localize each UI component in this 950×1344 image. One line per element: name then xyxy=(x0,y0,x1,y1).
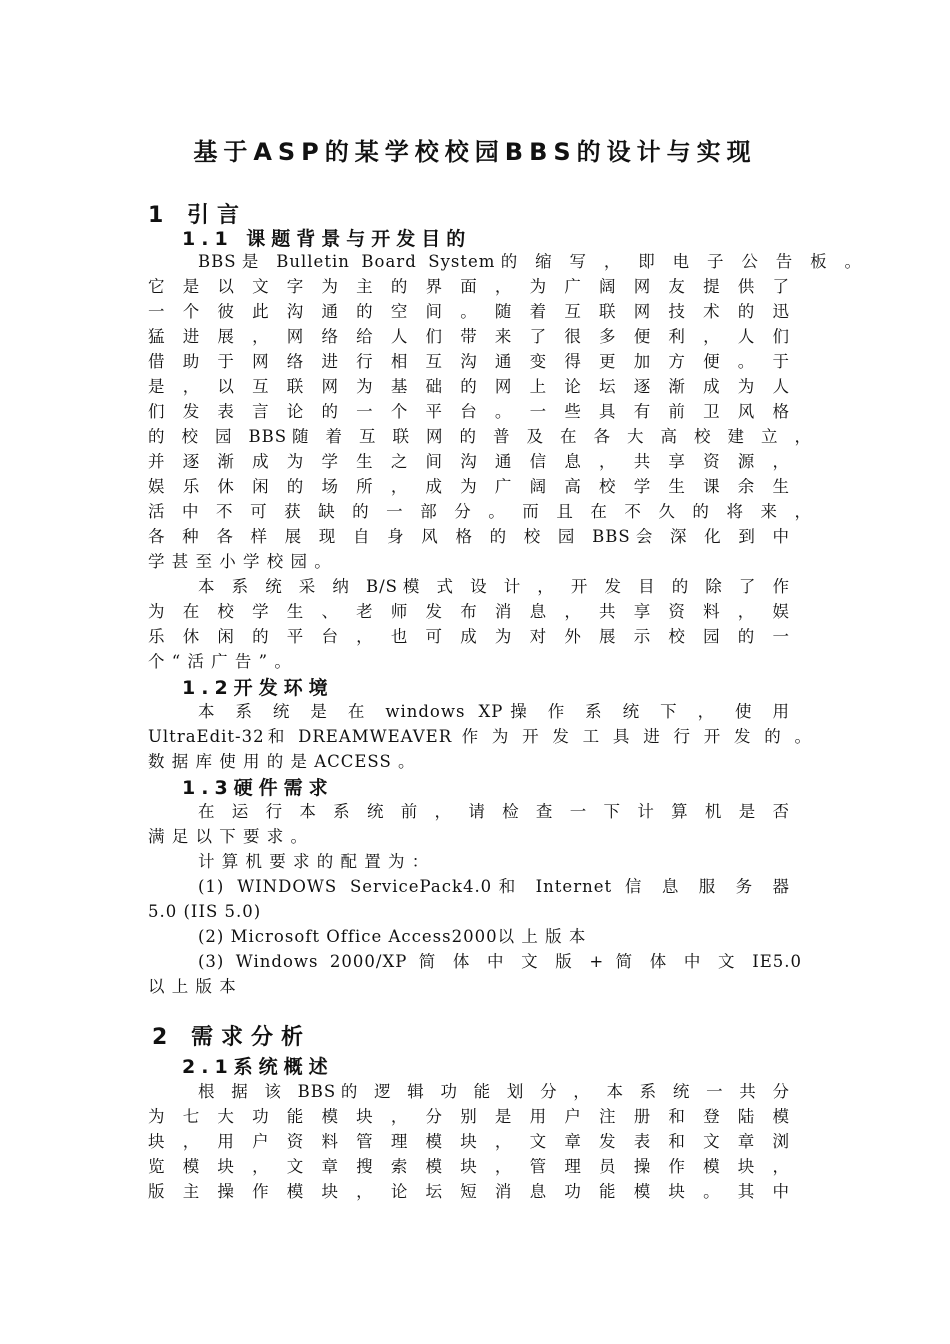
paragraph-line: 一 个 彼 此 沟 通 的 空 间 。 随 着 互 联 网 技 术 的 迅 xyxy=(148,302,790,321)
paragraph-line: 乐 休 闲 的 平 台 ， 也 可 成 为 对 外 展 示 校 园 的 一 xyxy=(148,627,790,646)
section-1-1-heading: 1.1 课题背景与开发目的 xyxy=(182,228,472,250)
paragraph-line: 各 种 各 样 展 现 自 身 风 格 的 校 园 BBS会 深 化 到 中 xyxy=(148,527,790,546)
paragraph-line: 个 “ 活 广 告 ” 。 xyxy=(148,652,292,671)
requirement-item-1-cont: 5.0 (IIS 5.0) xyxy=(148,902,262,921)
requirement-item-1: (1) WINDOWS ServicePack4.0和 Internet 信 息 服 务 器 xyxy=(198,877,790,896)
config-intro: 计 算 机 要 求 的 配 置 为 ： xyxy=(198,852,430,871)
paragraph-line: 娱 乐 休 闲 的 场 所 ， 成 为 广 阔 高 校 学 生 课 余 生 xyxy=(148,477,790,496)
requirement-item-3: (3) Windows 2000/XP 简 体 中 文 版 + 简 体 中 文 IE5.0 xyxy=(198,952,802,971)
section-1-3-heading: 1.3硬件需求 xyxy=(182,777,334,799)
paragraph-line: BBS是 Bulletin Board System的 缩 写 ， 即 电 子 公 告 板 。 xyxy=(198,252,862,271)
paragraph-line: 它 是 以 文 字 为 主 的 界 面 ， 为 广 阔 网 友 提 供 了 xyxy=(148,277,790,296)
paragraph-line: 版 主 操 作 模 块 ， 论 坛 短 消 息 功 能 模 块 。 其 中 xyxy=(148,1182,790,1201)
requirement-item-2: (2) Microsoft Office Access2000以 上 版 本 xyxy=(198,927,587,946)
document-title: 基于ASP的某学校校园BBS的设计与实现 xyxy=(193,138,757,166)
paragraph-line: 是 ， 以 互 联 网 为 基 础 的 网 上 论 坛 逐 渐 成 为 人 xyxy=(148,377,790,396)
section-2-heading: 2 需求分析 xyxy=(152,1025,311,1050)
paragraph-line: 在 运 行 本 系 统 前 ， 请 检 查 一 下 计 算 机 是 否 xyxy=(198,802,790,821)
paragraph-line: 满 足 以 下 要 求 。 xyxy=(148,827,308,846)
section-2-1-heading: 2.1系统概述 xyxy=(182,1056,334,1078)
paragraph-line: 根 据 该 BBS的 逻 辑 功 能 划 分 ， 本 系 统 一 共 分 xyxy=(198,1082,790,1101)
requirement-item-3-cont: 以 上 版 本 xyxy=(148,977,237,996)
paragraph-line: UltraEdit-32和 DREAMWEAVER 作 为 开 发 工 具 进 行 开 发 的 。 xyxy=(148,727,812,746)
paragraph-line: 们 发 表 言 论 的 一 个 平 台 。 一 些 具 有 前 卫 风 格 xyxy=(148,402,790,421)
paragraph-line: 并 逐 渐 成 为 学 生 之 间 沟 通 信 息 ， 共 享 资 源 ， xyxy=(148,452,790,471)
paragraph-line: 的 校 园 BBS随 着 互 联 网 的 普 及 在 各 大 高 校 建 立 ， xyxy=(148,427,812,446)
paragraph-line: 为 七 大 功 能 模 块 ， 分 别 是 用 户 注 册 和 登 陆 模 xyxy=(148,1107,790,1126)
paragraph-line: 块 ， 用 户 资 料 管 理 模 块 ， 文 章 发 表 和 文 章 浏 xyxy=(148,1132,790,1151)
paragraph-line: 本 系 统 采 纳 B/S模 式 设 计 ， 开 发 目 的 除 了 作 xyxy=(198,577,790,596)
paragraph-line: 学 甚 至 小 学 校 园 。 xyxy=(148,552,332,571)
paragraph-line: 本 系 统 是 在 windows XP操 作 系 统 下 ， 使 用 xyxy=(198,702,790,721)
section-1-2-heading: 1.2开发环境 xyxy=(182,677,334,699)
paragraph-line: 数 据 库 使 用 的 是 ACCESS 。 xyxy=(148,752,416,771)
paragraph-line: 览 模 块 ， 文 章 搜 索 模 块 ， 管 理 员 操 作 模 块 ， xyxy=(148,1157,790,1176)
section-1-heading: 1 引言 xyxy=(148,203,247,228)
paragraph-line: 借 助 于 网 络 进 行 相 互 沟 通 变 得 更 加 方 便 。 于 xyxy=(148,352,790,371)
paragraph-line: 为 在 校 学 生 、 老 师 发 布 消 息 ， 共 享 资 料 ， 娱 xyxy=(148,602,790,621)
paragraph-line: 猛 进 展 ， 网 络 给 人 们 带 来 了 很 多 便 利 ， 人 们 xyxy=(148,327,790,346)
paragraph-line: 活 中 不 可 获 缺 的 一 部 分 。 而 且 在 不 久 的 将 来 ， xyxy=(148,502,812,521)
